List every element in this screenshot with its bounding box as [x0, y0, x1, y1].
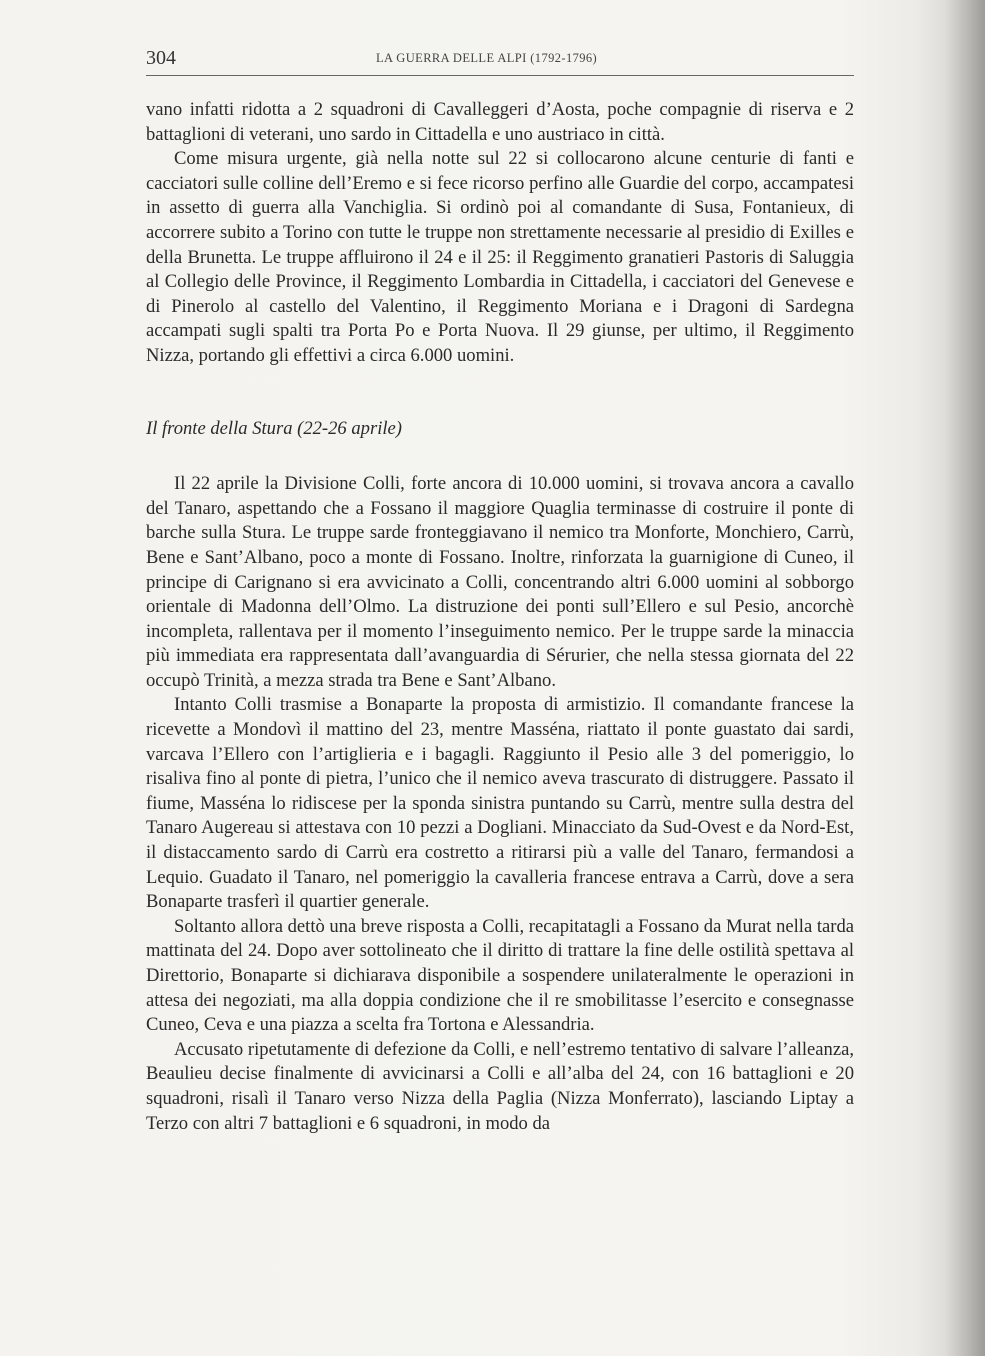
- binding-shadow: [945, 0, 985, 1356]
- paragraph: Il 22 aprile la Divisione Colli, forte ancora di 10.000 uomini, si trovava ancora a cavallo del Tanaro, aspettando che a Fossano il maggiore Quaglia terminasse di costruire il ponte di barche sulla Stura. Le truppe sarde fronteggiavano il nemico tra Monforte, Monchiero, Carrù, Bene e Sant’Albano, poco a monte di Fossano. Inoltre, rinforzata la guarnigione di Cuneo, il principe di Carignano si era avvicinato a Colli, concentrando altri 6.000 uomini al sobborgo orientale di Madonna dell’Olmo. La distruzione dei ponti sull’Ellero e sul Pesio, ancorchè incompleta, rallentava per il momento l’inseguimento nemico. Per le truppe sarde la minaccia più immediata era rappresentata dall’avanguardia di Sérurier, che nella stessa giornata del 22 occupò Trinità, a mezza strada tra Bene e Sant’Albano.: [146, 473, 854, 691]
- paragraph: Accusato ripetutamente di defezione da Colli, e nell’estremo tentativo di salvare l’alleanza, Beaulieu decise finalmente di avvicinarsi a Colli e all’alba del 24, con 16 battaglioni e 20 squadroni, risalì il Tanaro verso Nizza della Paglia (Nizza Monferrato), lasciando Liptay a Terzo con altri 7 battaglioni e 6 squadroni, in modo da: [146, 1038, 854, 1134]
- page-number: 304: [146, 47, 176, 69]
- running-title: LA GUERRA DELLE ALPI (1792-1796): [376, 51, 598, 65]
- body-text: [146, 98, 854, 1136]
- section-title: Il fronte della Stura (22-26 aprile): [146, 417, 402, 439]
- paragraph: Intanto Colli trasmise a Bonaparte la proposta di armistizio. Il comandante francese la ricevette a Mondovì il mattino del 23, mentre Masséna, riattato il ponte guastato dai sardi, varcava l’Ellero con l’artiglieria e i bagagli. Raggiunto il Pesio alle 3 del pomeriggio, lo risaliva fino al ponte di pietra, l’unico che il nemico aveva trascurato di distruggere. Passato il fiume, Masséna lo ridiscese per la sponda sinistra puntando su Carrù, mentre sulla destra del Tanaro Augereau si attestava con 10 pezzi a Dogliani. Minacciato da Sud-Ovest e da Nord-Est, il distaccamento sardo di Carrù era costretto a ritirarsi più a valle del Tanaro, fermandosi a Lequio. Guadato il Tanaro, nel pomeriggio la cavalleria francese entrava a Carrù, dove a sera Bonaparte trasferì il quartier generale.: [146, 694, 854, 913]
- header-rule: [146, 75, 854, 76]
- paragraph: vano infatti ridotta a 2 squadroni di Cavalleggeri d’Aosta, poche compagnie di riserva e 2 battaglioni di veterani, uno sardo in Cittadella e uno austriaco in città.: [146, 99, 854, 145]
- paragraph: Come misura urgente, già nella notte sul 22 si collocarono alcune centurie di fanti e cacciatori sulle colline dell’Eremo e si fece ricorso perfino alle Guardie del corpo, accampatesi in assetto di guerra alla Vanchiglia. Si ordinò poi al comandante di Susa, Fontanieux, di accorrere subito a Torino con tutte le truppe non strettamente necessarie al presidio di Exilles e della Brunetta. Le truppe affluirono il 24 e il 25: il Reggimento granatieri Pastoris di Saluggia al Collegio delle Province, il Reggimento Lombardia in Cittadella, i cacciatori del Genevese e di Pinerolo al castello del Valentino, il Reggimento Moriana e i Dragoni di Sardegna accampati sugli spalti tra Porta Po e Porta Nuova. Il 29 giunse, per ultimo, il Reggimento Nizza, portando gli effettivi a circa 6.000 uomini.: [146, 148, 854, 366]
- paragraph: Soltanto allora dettò una breve risposta a Colli, recapitatagli a Fossano da Murat nella tarda mattinata del 24. Dopo aver sottolineato che il diritto di trattare la fine delle ostilità spettava al Direttorio, Bonaparte si dichiarava disponibile a sospendere unilateralmente le operazioni in attesa dei negoziati, ma alla doppia condizione che il re smobilitasse l’esercito e consegnasse Cuneo, Ceva e una piazza a scelta fra Tortona e Alessandria.: [146, 915, 855, 1036]
- page-header: [146, 46, 854, 70]
